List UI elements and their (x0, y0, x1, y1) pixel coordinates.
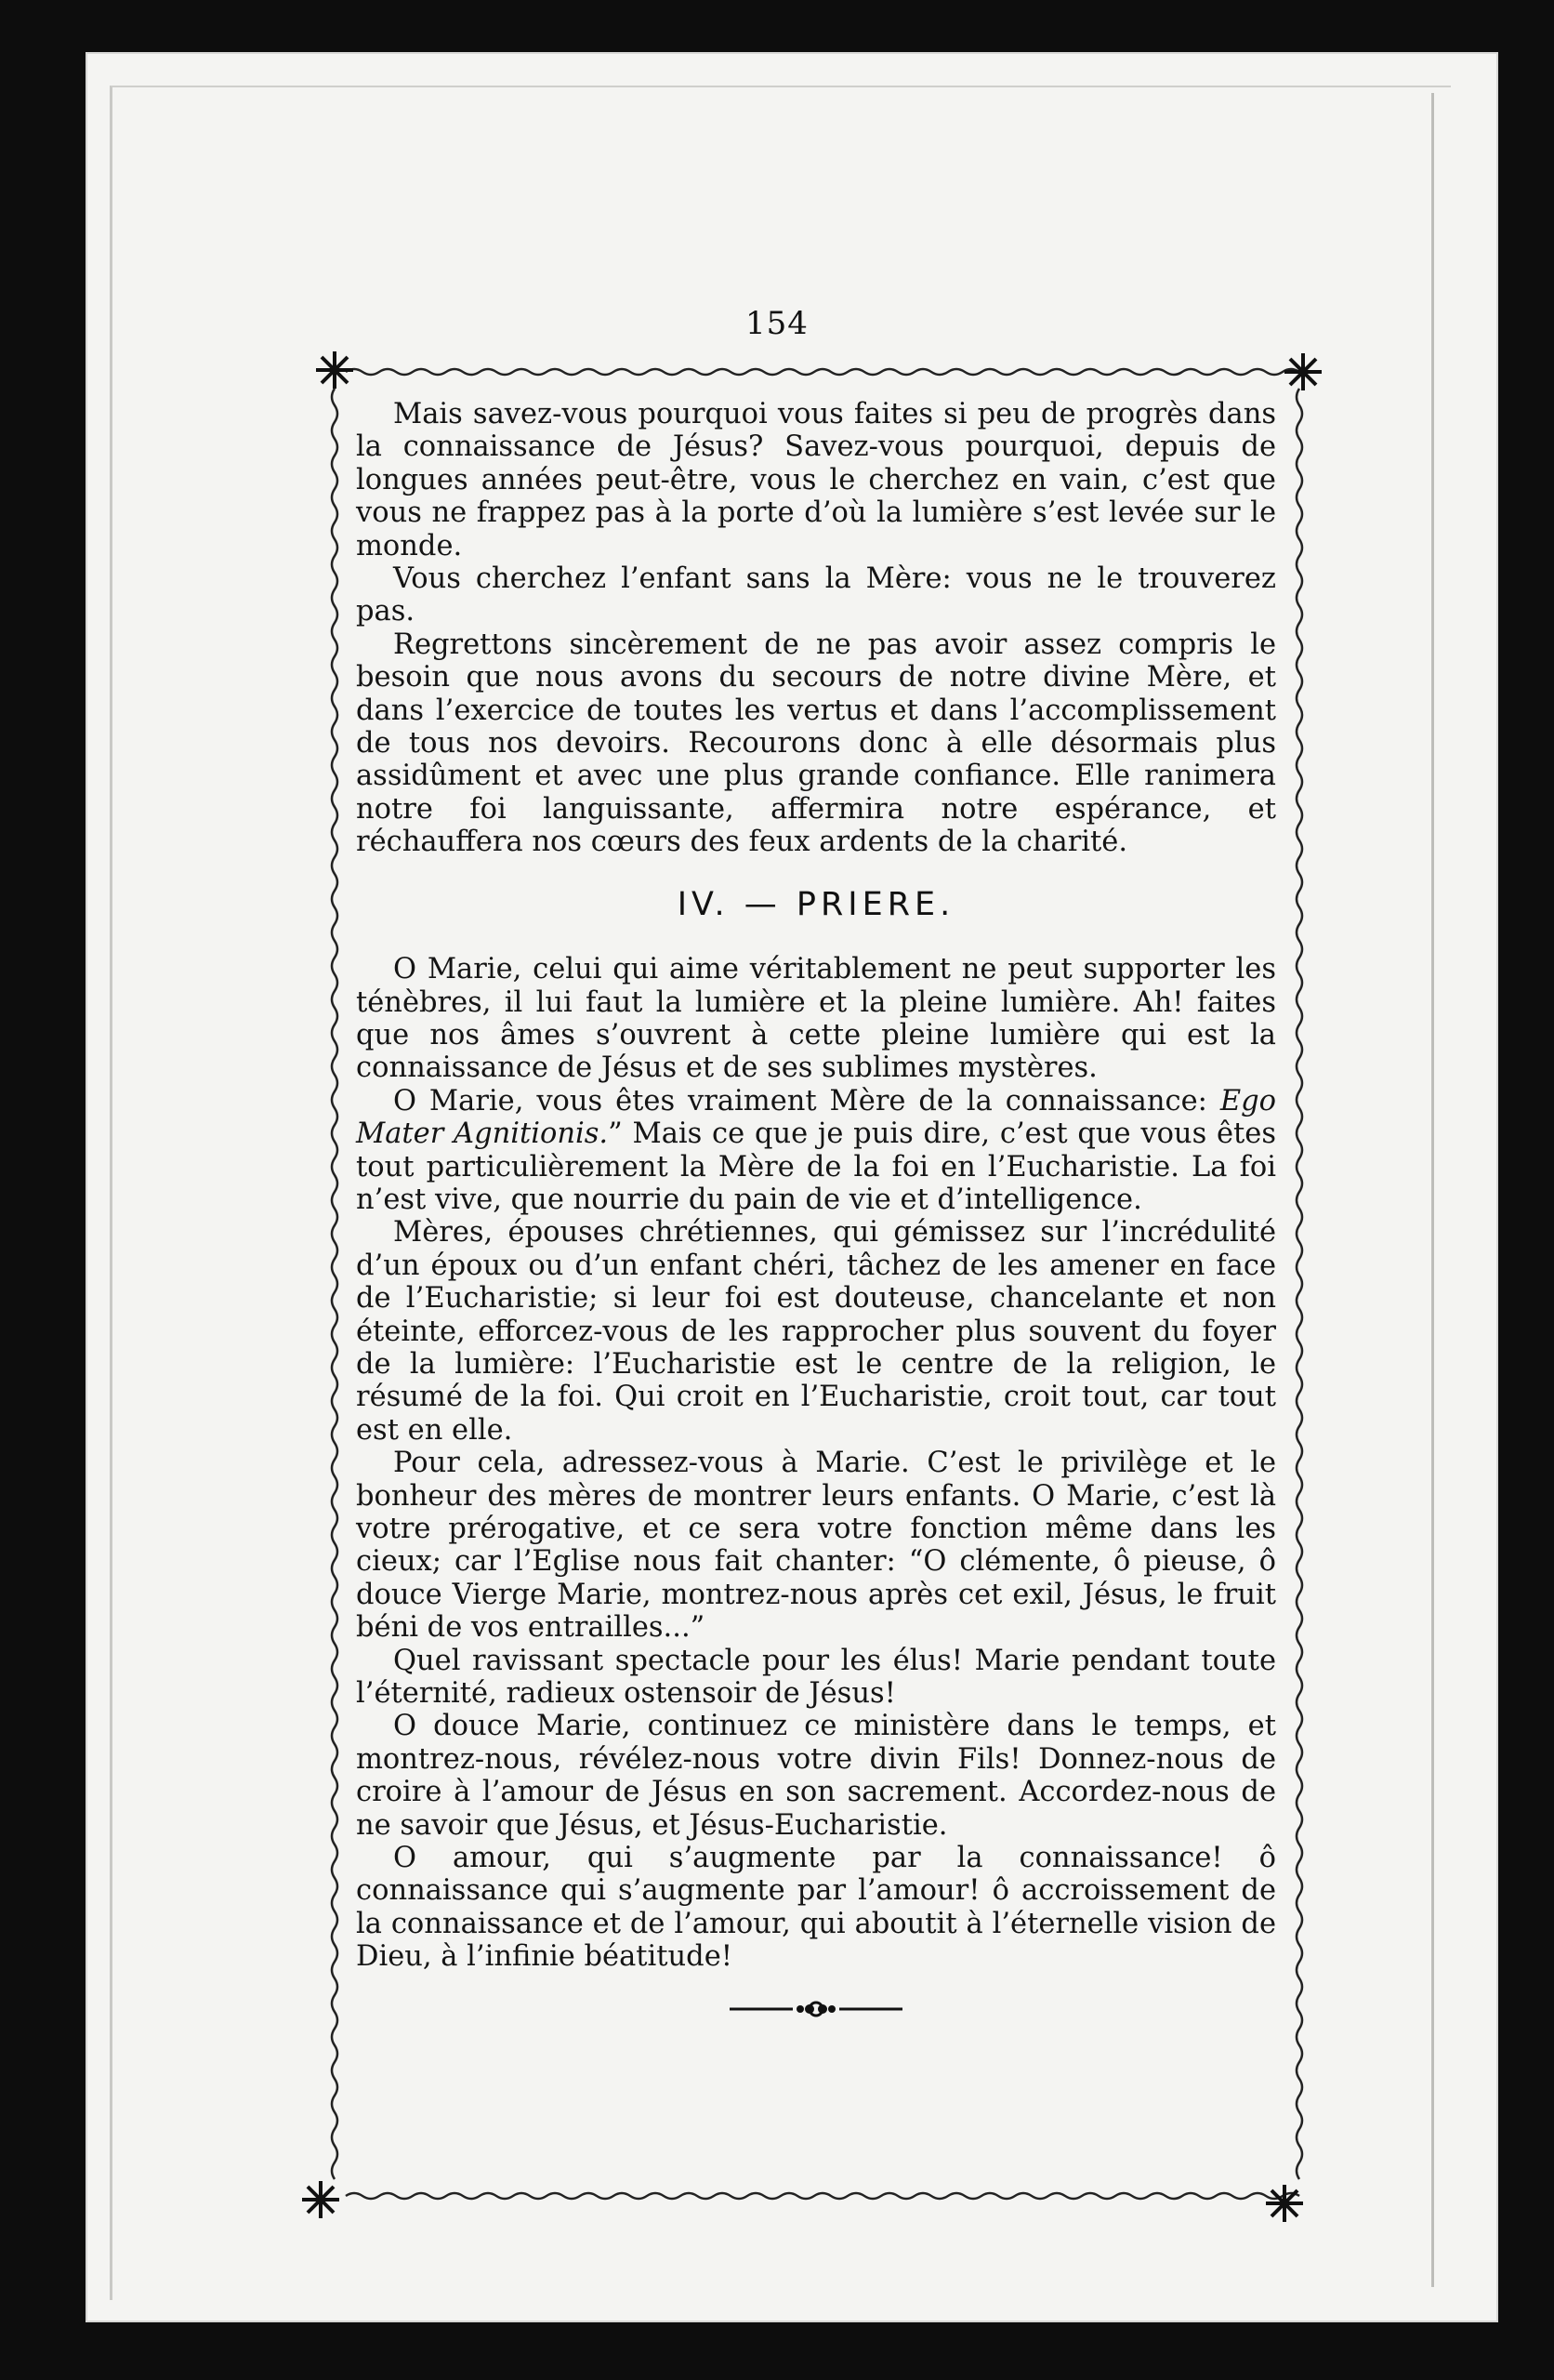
frame-right-border (1297, 389, 1302, 2179)
page-number: 154 (745, 305, 809, 342)
prayer-paragraph-4: Pour cela, adressez-vous à Marie. C’est le privilège et le bonheur des mères de montrer leurs enfants. O Marie, c’est là votre prérogative, et ce sera votre fonction même dans les cieux; car l’Eglise nous fait chanter: “O clémente, ô pieuse, ô douce Vierge Marie, montrez-nous après cet exil, Jésus, le fruit béni de vos entrailles...” (356, 1447, 1276, 1645)
frame-top-border (346, 369, 1299, 375)
corner-star-top-left (316, 351, 353, 389)
prayer-paragraph-5: Quel ravissant spectacle pour les élus! Marie pendant toute l’éternité, radieux ostensoir de Jésus! (356, 1644, 1276, 1711)
prayer-paragraph-1: O Marie, celui qui aime véritablement ne peut supporter les ténèbres, il lui faut la lumière et la pleine lumière. Ah! faites que nos âmes s’ouvrent à cette pleine lumière qui est la connaissance de Jésus et de ses sublimes mystères. (356, 953, 1276, 1085)
prayer-paragraph-2-start: O Marie, vous êtes vraiment Mère de la connaissance: (393, 1084, 1207, 1117)
intro-paragraph-2: Vous cherchez l’enfant sans la Mère: vous ne le trouverez pas. (356, 562, 1276, 628)
page-text (356, 398, 1276, 2016)
corner-star-top-right (1284, 353, 1322, 390)
prayer-paragraph-2-end: ” Mais ce que je puis dire, c’est que vous êtes tout particulièrement la Mère de la foi en l’Eucharistie. La foi n’est vive, que nourrie du pain de vie et d’intelligence. (356, 1117, 1276, 1216)
corner-star-bottom-left (302, 2181, 339, 2218)
prayer-paragraph-2 (356, 1085, 1276, 1217)
intro-paragraph-1: Mais savez-vous pourquoi vous faites si peu de progrès dans la connaissance de Jésus? Savez-vous pourquoi, depuis de longues années peut-être, vous le cherchez en vain, c’est que vous ne frappez pas à la porte d’où la lumière s’est levée sur le monde. (356, 398, 1276, 562)
end-ornament-flourish (728, 1999, 904, 2019)
end-ornament (356, 1994, 1276, 2016)
latin-phrase: Ego Mater Agnitionis. (356, 1084, 1276, 1151)
prayer-paragraph-6: O douce Marie, continuez ce ministère dans le temps, et montrez-nous, révélez-nous votre divin Fils! Donnez-nous de croire à l’amour de Jésus en son sacrement. Accordez-nous de ne savoir que Jésus, et Jésus-Eucharistie. (356, 1710, 1276, 1842)
frame-bottom-border (346, 2193, 1299, 2199)
corner-star-bottom-right (1266, 2185, 1303, 2222)
intro-paragraph-3: Regrettons sincèrement de ne pas avoir assez compris le besoin que nous avons du secours de notre divine Mère, et dans l’exercice de toutes les vertus et dans l’accomplissement de tous nos devoirs. Recourons donc à elle désormais plus assidûment et avec une plus grande confiance. Elle ranimera notre foi languissante, affermira notre espérance, et réchauffera nos cœurs des feux ardents de la charité. (356, 628, 1276, 859)
prayer-paragraph-3: Mères, épouses chrétiennes, qui gémissez sur l’incrédulité d’un époux ou d’un enfant chéri, tâchez de les amener en face de l’Eucharistie; si leur foi est douteuse, chancelante et non éteinte, efforcez-vous de les rapprocher plus souvent du foyer de la lumière: l’Eucharistie est le centre de la religion, le résumé de la foi. Qui croit en l’Eucharistie, croit tout, car tout est en elle. (356, 1216, 1276, 1447)
prayer-paragraph-7: O amour, qui s’augmente par la connaissance! ô connaissance qui s’augmente par l’amour! ô accroissement de la connaissance et de l’amour, qui aboutit à l’éternelle vision de Dieu, à l’infinie béatitude! (356, 1842, 1276, 1974)
frame-left-border (332, 389, 337, 2179)
section-heading: IV. — PRIERE. (677, 885, 955, 923)
